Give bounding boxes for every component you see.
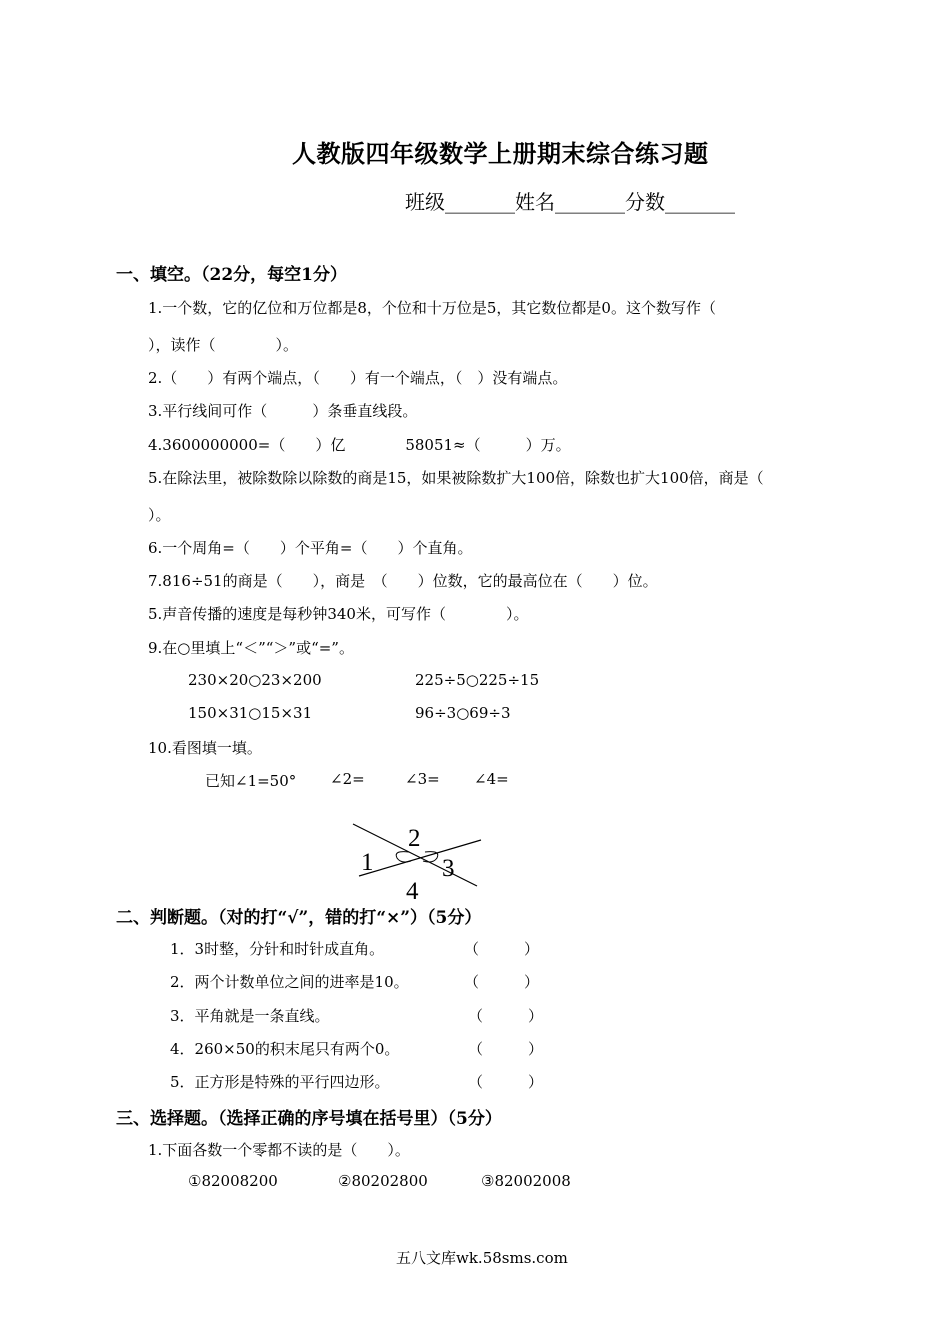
fill-line-5: 4.3600000000=（ ）亿 58051≈（ ）万。 <box>148 436 571 454</box>
intersecting-lines-figure <box>345 818 490 903</box>
angle-2-blank: ∠2= <box>330 770 365 788</box>
figure-label-1: 1 <box>361 849 374 876</box>
fill-line-2: ），读作（ ）。 <box>148 336 299 354</box>
footer-watermark: 五八文库wk.58sms.com <box>396 1249 568 1267</box>
section-1-heading: 一、填空。（22分，每空1分） <box>116 265 347 285</box>
student-info-line: 班级_______姓名_______分数_______ <box>405 190 735 214</box>
angle-known: 已知∠1=50° <box>205 772 297 790</box>
judge-item-5: 5．正方形是特殊的平行四边形。 <box>170 1073 390 1091</box>
angle-arc-left <box>396 852 411 862</box>
fill-line-3: 2.（ ）有两个端点，（ ）有一个端点，（ ）没有端点。 <box>148 369 568 387</box>
judge-item-2: 2．两个计数单位之间的进率是10。 <box>170 973 409 991</box>
page-title: 人教版四年级数学上册期末综合练习题 <box>292 139 709 168</box>
fill-line-6: 5.在除法里，被除数除以除数的商是15，如果被除数扩大100倍，除数也扩大100倍，商是（ <box>148 469 764 487</box>
fill-line-9: 7.816÷51的商是（ ），商是 （ ）位数，它的最高位在（ ）位。 <box>148 572 658 590</box>
angle-4-blank: ∠4= <box>474 770 509 788</box>
choice-option: ②80202800 <box>338 1172 428 1190</box>
compare-expression: 230×20○23×200 <box>188 671 322 689</box>
choice-question-1: 1.下面各数一个零都不读的是（ ）。 <box>148 1141 410 1159</box>
compare-expression: 225÷5○225÷15 <box>415 671 540 689</box>
question-10: 10.看图填一填。 <box>148 739 262 757</box>
compare-expression: 96÷3○69÷3 <box>415 704 511 722</box>
fill-line-1: 1.一个数，它的亿位和万位都是8，个位和十万位是5，其它数位都是0。这个数写作（ <box>148 299 716 317</box>
choice-option: ③82002008 <box>481 1172 571 1190</box>
fill-line-11: 9.在○里填上“＜”“＞”或“=”。 <box>148 639 354 657</box>
fill-line-10: 5.声音传播的速度是每秒钟340米，可写作（ ）。 <box>148 605 529 623</box>
judge-item-3: 3．平角就是一条直线。 <box>170 1007 330 1025</box>
judge-paren-5: （ ） <box>468 1073 544 1091</box>
compare-expression: 150×31○15×31 <box>188 704 313 722</box>
judge-paren-1: （ ） <box>464 940 540 958</box>
judge-item-4: 4．260×50的积末尾只有两个0。 <box>170 1040 400 1058</box>
figure-label-4: 4 <box>406 878 419 903</box>
judge-paren-4: （ ） <box>468 1040 544 1058</box>
figure-label-3: 3 <box>442 855 455 882</box>
section-2-heading: 二、判断题。（对的打“√”，错的打“×”）（5分） <box>116 908 482 928</box>
fill-line-7: ）。 <box>148 506 171 524</box>
fill-line-4: 3.平行线间可作（ ）条垂直线段。 <box>148 402 418 420</box>
figure-label-2: 2 <box>408 825 421 852</box>
judge-item-1: 1．3时整，分针和时针成直角。 <box>170 940 385 958</box>
angle-3-blank: ∠3= <box>405 770 440 788</box>
fill-line-8: 6.一个周角=（ ）个平角=（ ）个直角。 <box>148 539 473 557</box>
section-3-heading: 三、选择题。（选择正确的序号填在括号里）（5分） <box>116 1109 502 1129</box>
judge-paren-2: （ ） <box>464 973 540 991</box>
judge-paren-3: （ ） <box>468 1007 544 1025</box>
choice-option: ①82008200 <box>188 1172 278 1190</box>
